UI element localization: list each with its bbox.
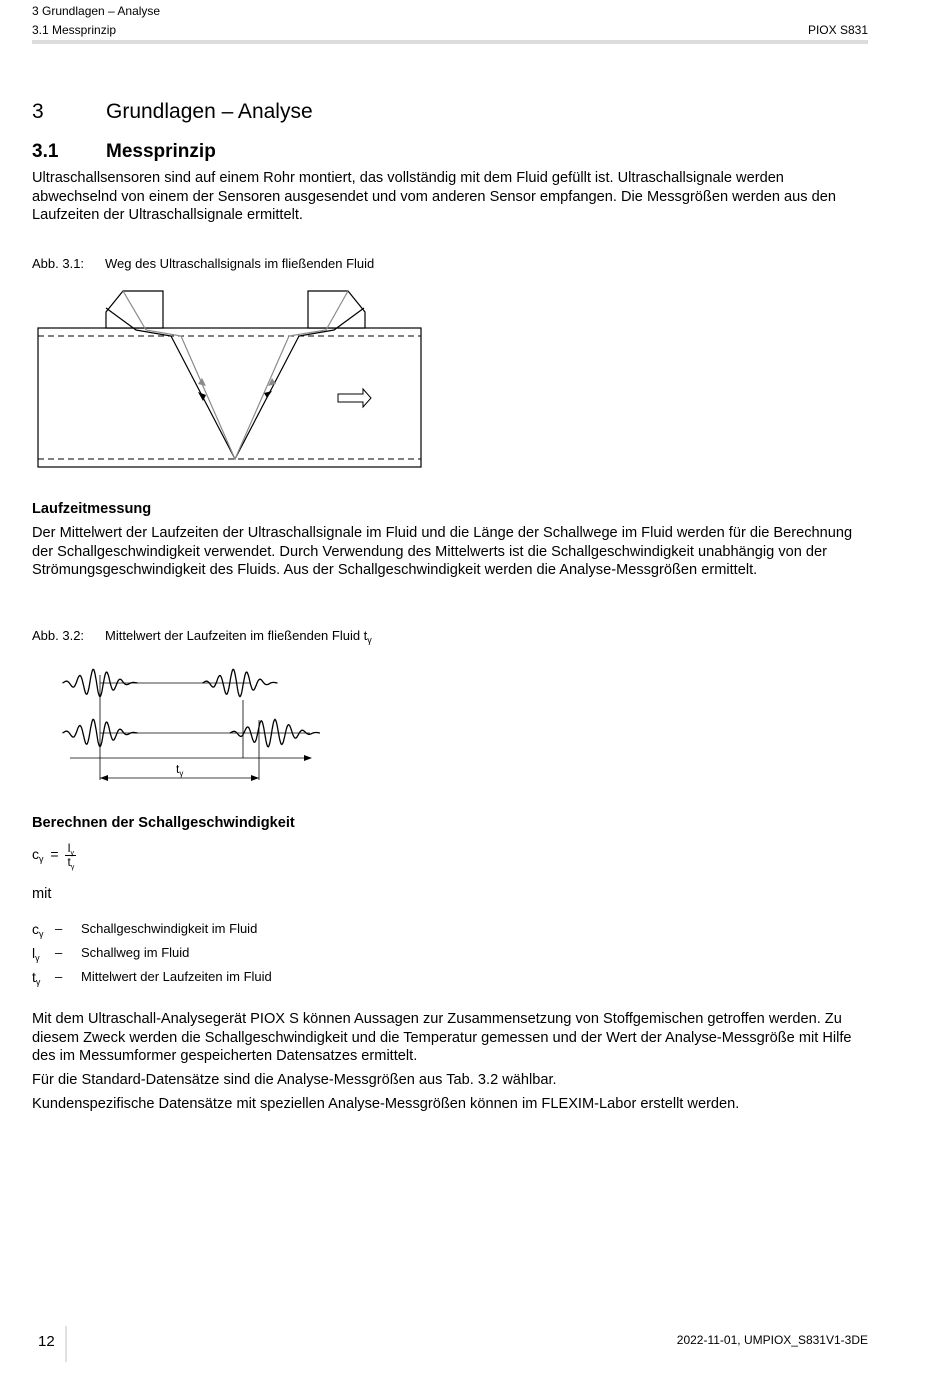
arrowhead-left-gray	[198, 378, 206, 386]
figure-2-caption	[105, 628, 372, 644]
header-rule	[32, 40, 868, 44]
arrowhead-left-black	[198, 392, 206, 401]
header-chapter: 3 Grundlagen – Analyse	[32, 4, 161, 18]
intro-paragraph: Ultraschallsensoren sind auf einem Rohr montiert, das vollständig mit dem Fluid gefüllt ist. Ultraschallsignale werden abwechselnd von einem der Sensoren ausgesendet und vom anderen Sensor empfangen. Die Messgrößen werden aus den Laufzeiten der Ultraschallsignale ermittelt.	[32, 170, 836, 223]
symbol-description: Schallweg im Fluid	[81, 945, 190, 960]
heading-2-title: Messprinzip	[106, 141, 216, 162]
formula-lhs-sub: γ	[39, 854, 44, 865]
time-axis-arrowhead	[304, 755, 312, 761]
symbol-c: c	[32, 921, 39, 937]
t-dimension-arrow-right	[251, 775, 259, 781]
symbol-l: l	[32, 945, 36, 961]
transit-time-diagram	[60, 660, 320, 790]
symbol-t-sub: γ	[35, 977, 41, 987]
formula-equals: =	[50, 846, 59, 863]
formula-denominator-sub: γ	[70, 864, 75, 871]
figure-1-caption: Weg des Ultraschallsignals im fließenden Fluid	[105, 256, 375, 271]
figure-2-caption-sub: γ	[367, 635, 372, 645]
formula-numerator-sub: γ	[70, 850, 74, 857]
laufzeit-paragraph: Der Mittelwert der Laufzeiten der Ultraschallsignale im Fluid und die Länge der Schallwege im Fluid werden für die Berechnung der Schallgeschwindigkeit verwendet. Durch Verwendung des Mittelwerts ist die Schallgeschwindigkeit unabhängig von der Strömungsgeschwindigkeit des Fluids. Aus der Schallgeschwindigkeit werden die Analyse-Messgrößen ermittelt.	[32, 525, 853, 578]
symbol-description: Mittelwert der Laufzeiten im Fluid	[81, 969, 272, 984]
closing-paragraph-1: Mit dem Ultraschall-Analysegerät PIOX S können Aussagen zur Zusammensetzung von Stoffgemischen getroffen werden. Zu diesem Zweck werden die Schallgeschwindigkeit und die Temperatur gemessen und der Wert der Analyse-Messgröße mit Hilfe des im Messumformer gespeicherten Datensatzes ermittelt.	[32, 1011, 852, 1064]
heading-1-number: 3	[32, 100, 44, 123]
closing-paragraph-2: Für die Standard-Datensätze sind die Analyse-Messgrößen aus Tab. 3.2 wählbar.	[32, 1072, 557, 1088]
symbol-dash: –	[55, 945, 63, 960]
formula-mit: mit	[32, 886, 52, 902]
ultrasonic-path-diagram	[36, 288, 426, 472]
symbol-l-sub: γ	[35, 953, 40, 963]
heading-1-title: Grundlagen – Analyse	[106, 100, 313, 123]
figure-2-label: Abb. 3.2:	[32, 628, 85, 643]
figure-1-label: Abb. 3.1:	[32, 256, 85, 271]
right-sensor	[308, 291, 365, 328]
symbol-c-sub: γ	[39, 929, 44, 939]
footer-doc-id: 2022-11-01, UMPIOX_S831V1-3DE	[676, 1333, 868, 1347]
formula-numerator: l	[67, 841, 71, 855]
t-dimension-arrow-left	[100, 775, 108, 781]
flow-direction-arrow	[338, 389, 371, 407]
page-number: 12	[38, 1333, 55, 1350]
heading-2-number: 3.1	[32, 141, 59, 162]
t-dimension-label: $t_\gamma$	[176, 762, 184, 778]
header-product: PIOX S831	[807, 23, 868, 37]
formula-lhs: c	[32, 846, 39, 863]
symbol-description: Schallgeschwindigkeit im Fluid	[81, 921, 258, 936]
closing-paragraph-3: Kundenspezifische Datensätze mit speziellen Analyse-Messgrößen können im FLEXIM-Labor erstellt werden.	[32, 1096, 740, 1112]
laufzeit-heading: Laufzeitmessung	[32, 501, 152, 517]
symbol-dash: –	[55, 969, 63, 984]
symbol-dash: –	[55, 921, 63, 936]
footer-divider	[65, 1326, 67, 1362]
header-section: 3.1 Messprinzip	[32, 23, 117, 37]
berechnung-heading: Berechnen der Schallgeschwindigkeit	[32, 815, 295, 831]
formula-fraction	[65, 842, 76, 869]
formula	[32, 842, 76, 869]
formula-denominator: t	[67, 855, 71, 869]
arrowhead-right-black	[264, 391, 272, 398]
symbol-t: t	[32, 969, 36, 985]
figure-2-caption-text: Mittelwert der Laufzeiten im fließenden Fluid t	[105, 628, 368, 643]
